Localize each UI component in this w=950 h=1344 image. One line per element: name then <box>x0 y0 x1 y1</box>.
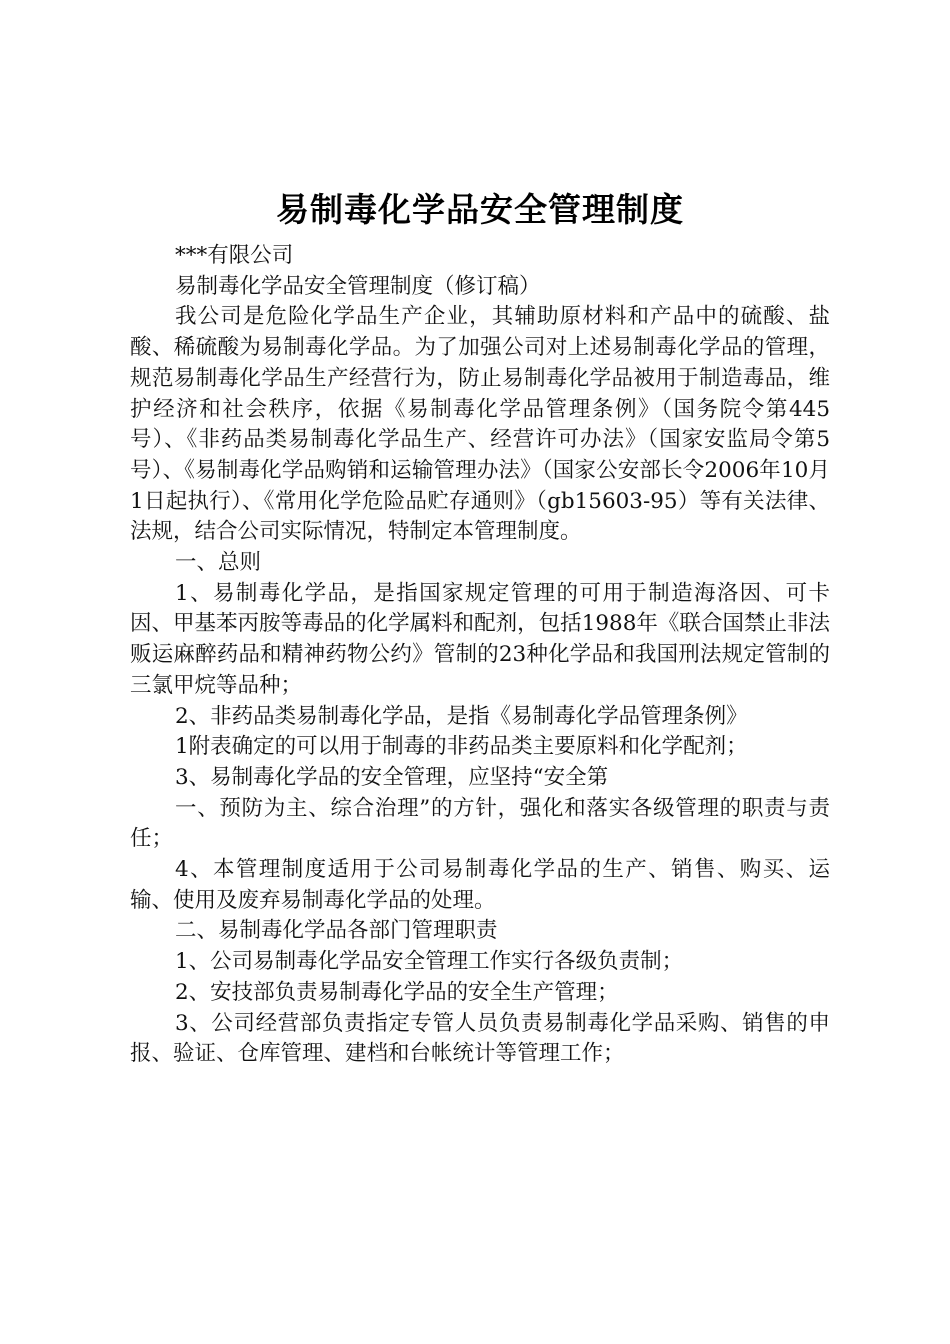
section-heading-duties: 二、易制毒化学品各部门管理职责 <box>175 918 498 944</box>
general-item-2-continued: 1附表确定的可以用于制毒的非药品类主要原料和化学配剂； <box>175 734 748 760</box>
general-item-4: 4、本管理制度适用于公司易制毒化学品的生产、销售、购买、运输、使用及废弃易制毒化学品的处理。 <box>130 857 830 913</box>
document-page <box>130 185 830 1070</box>
duties-item-3: 3、公司经营部负责指定专管人员负责易制毒化学品采购、销售的申报、验证、仓库管理、建档和台帐统计等管理工作； <box>130 1010 830 1067</box>
document-subtitle: 易制毒化学品安全管理制度（修订稿） <box>175 273 541 299</box>
section-heading-general: 一、总则 <box>175 550 262 576</box>
duties-item-1: 1、公司易制毒化学品安全管理工作实行各级负责制； <box>175 949 684 975</box>
general-item-2: 2、非药品类易制毒化学品，是指《易制毒化学品管理条例》 <box>175 703 748 729</box>
intro-paragraph: 我公司是危险化学品生产企业，其辅助原材料和产品中的硫酸、盐酸、稀硫酸为易制毒化学品。为了加强公司对上述易制毒化学品的管理，规范易制毒化学品生产经营行为，防止易制毒化学品被用于制造毒品，维护经济和社会秩序，依据《易制毒化学品管理条例》（国务院令第445号）、《非药品类易制毒化学品生产、经营许可办法》（国家安监局令第5号）、《易制毒化学品购销和运输管理办法》（国家公安部长令2006年10月1日起执行）、《常用化学危险品贮存通则》（gb15603-95）等有关法律、法规，结合公司实际情况，特制定本管理制度。 <box>130 304 830 545</box>
general-item-3: 3、易制毒化学品的安全管理，应坚持“安全第 <box>175 764 609 790</box>
general-item-1: 1、易制毒化学品，是指国家规定管理的可用于制造海洛因、可卡因、甲基苯丙胺等毒品的化学属料和配剂，包括1988年《联合国禁止非法贩运麻醉药品和精神药物公约》管制的23种化学品和我国刑法规定管制的三氯甲烷等品种； <box>130 580 830 698</box>
document-title: 易制毒化学品安全管理制度 <box>276 190 684 229</box>
general-item-3-continued: 一、预防为主、综合治理”的方针，强化和落实各级管理的职责与责任； <box>130 795 830 852</box>
duties-item-2: 2、安技部负责易制毒化学品的安全生产管理； <box>175 979 619 1005</box>
company-name: ***有限公司 <box>175 243 294 268</box>
